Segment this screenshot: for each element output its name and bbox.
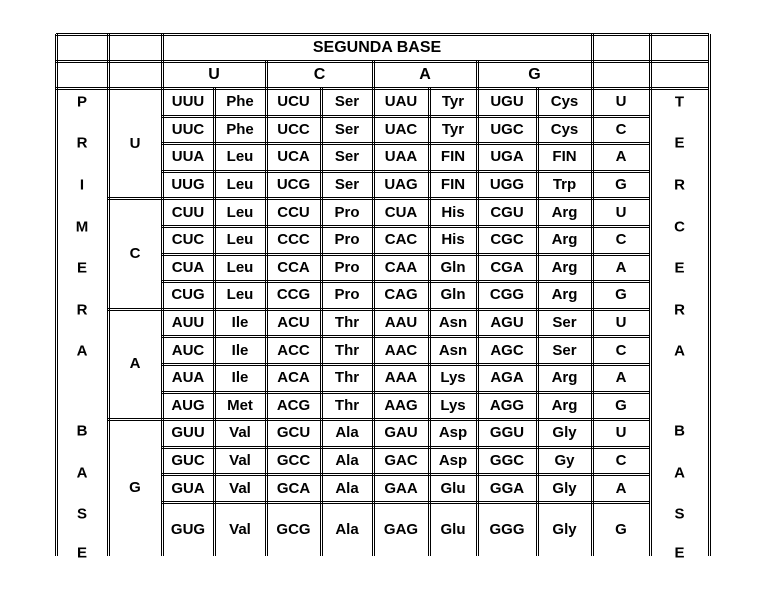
amino-acid-cell: Thr [334,369,360,387]
amino-acid-cell: Glu [440,479,466,497]
third-base-cell: G [615,396,627,414]
codon-cell: ACU [277,314,310,332]
amino-acid-cell: Tyr [441,93,465,111]
amino-acid-cell: Ser [552,341,577,359]
tercera-base-letter: R [674,301,685,319]
third-base-cell: G [615,520,627,538]
amino-acid-cell: Ala [335,479,359,497]
codon-cell: GCC [276,452,311,470]
codon-cell: UGA [490,148,524,166]
second-base-label: U [208,65,220,83]
amino-acid-cell: Leu [226,231,254,249]
amino-acid-cell: Leu [226,258,254,276]
codon-cell: GAA [384,479,418,497]
codon-cell: AUA [171,369,205,387]
amino-acid-cell: Ile [231,341,249,359]
amino-acid-cell: Arg [551,396,578,414]
primera-base-letter: P [76,93,88,111]
tercera-base-letter: C [674,218,685,236]
primera-base-letter: A [76,342,88,360]
codon-cell: CUA [171,258,205,276]
grid-vline [55,34,58,556]
codon-cell: CAG [384,286,418,304]
amino-acid-cell: Gly [552,520,577,538]
amino-acid-cell: Ala [335,424,359,442]
codon-cell: AGA [490,369,524,387]
third-base-cell: A [615,369,627,387]
codon-cell: UUG [171,176,205,194]
amino-acid-cell: Ala [335,520,359,538]
amino-acid-cell: Pro [334,258,360,276]
third-base-cell: A [615,148,627,166]
codon-cell: GGC [489,452,525,470]
codon-cell: UCC [277,120,310,138]
first-base-label: U [129,134,141,152]
segunda-base-header: SEGUNDA BASE [312,38,442,56]
primera-base-letter: E [76,259,88,277]
amino-acid-cell: Gly [552,479,577,497]
amino-acid-cell: Cys [550,93,579,111]
amino-acid-cell: Gy [554,452,575,470]
codon-cell: GUU [171,424,205,442]
amino-acid-cell: FIN [552,148,577,166]
amino-acid-cell: Leu [226,286,254,304]
tercera-base-letter: E [674,134,685,152]
amino-acid-cell: Val [229,520,251,538]
codon-cell: GUC [171,452,205,470]
codon-cell: CCC [277,231,310,249]
codon-cell: GUG [170,520,206,538]
codon-cell: CUU [171,203,205,221]
primera-base-letter: S [76,505,88,523]
amino-acid-cell: Trp [552,176,577,194]
amino-acid-cell: Thr [334,314,360,332]
amino-acid-cell: Arg [551,369,578,387]
second-base-label: A [419,65,431,83]
codon-cell: UCA [277,148,310,166]
amino-acid-cell: Pro [334,286,360,304]
codon-cell: UGU [490,93,524,111]
third-base-cell: U [615,203,627,221]
amino-acid-cell: Phe [226,120,254,138]
codon-cell: GGU [489,424,525,442]
amino-acid-cell: Arg [551,286,578,304]
codon-cell: GAG [383,520,419,538]
third-base-cell: C [615,452,627,470]
tercera-base-letter: E [674,544,685,562]
codon-cell: AUG [171,396,205,414]
amino-acid-cell: FIN [440,148,466,166]
amino-acid-cell: Cys [550,120,579,138]
codon-cell: CUC [171,231,205,249]
tercera-base-letter: B [674,422,685,440]
primera-base-letter: A [76,464,88,482]
codon-cell: GCG [276,520,311,538]
codon-cell: UAA [384,148,418,166]
codon-cell: UGC [490,120,524,138]
codon-cell: UUU [171,93,205,111]
amino-acid-cell: Asn [438,314,468,332]
codon-cell: AAA [384,369,418,387]
amino-acid-cell: Ile [231,314,249,332]
second-base-label: G [528,65,541,83]
amino-acid-cell: Thr [334,341,360,359]
primera-base-letter: E [76,544,88,562]
codon-cell: CGC [490,231,524,249]
third-base-cell: G [615,286,627,304]
first-base-label: G [129,479,141,497]
third-base-cell: C [615,231,627,249]
amino-acid-cell: Pro [334,231,360,249]
codon-cell: GCU [276,424,311,442]
amino-acid-cell: Tyr [441,120,465,138]
codon-cell: GAU [384,424,418,442]
codon-cell: CAC [384,231,418,249]
amino-acid-cell: Ala [335,452,359,470]
amino-acid-cell: Met [227,396,253,414]
amino-acid-cell: Glu [440,520,466,538]
grid-vline [708,34,711,556]
codon-cell: GGA [489,479,525,497]
codon-cell: CGG [489,286,525,304]
amino-acid-cell: Arg [551,258,578,276]
codon-cell: AUU [171,314,205,332]
codon-cell: AGC [490,341,524,359]
codon-cell: GGG [489,520,525,538]
first-base-label: C [129,245,141,263]
primera-base-letter: B [76,422,88,440]
codon-cell: ACC [277,341,310,359]
third-base-cell: A [615,479,627,497]
codon-cell: AAC [384,341,418,359]
amino-acid-cell: Ser [334,176,360,194]
codon-cell: CUA [384,203,418,221]
codon-cell: UAG [384,176,418,194]
amino-acid-cell: Val [229,452,251,470]
primera-base-letter: I [79,176,85,194]
amino-acid-cell: Ser [334,148,360,166]
first-base-label: A [129,355,141,373]
codon-cell: GUA [171,479,205,497]
amino-acid-cell: Asn [438,341,468,359]
tercera-base-letter: R [674,176,685,194]
amino-acid-cell: Gly [552,424,577,442]
primera-base-letter: R [76,301,88,319]
amino-acid-cell: His [441,203,465,221]
second-base-label: C [313,65,326,83]
amino-acid-cell: Val [229,479,251,497]
tercera-base-letter: A [674,342,685,360]
amino-acid-cell: Val [229,424,251,442]
codon-cell: UUC [171,120,205,138]
amino-acid-cell: Lys [440,369,466,387]
amino-acid-cell: Asp [438,452,468,470]
amino-acid-cell: FIN [440,176,466,194]
amino-acid-cell: Leu [226,148,254,166]
codon-cell: UGG [489,176,525,194]
codon-cell: UCG [276,176,311,194]
amino-acid-cell: Phe [226,93,254,111]
codon-cell: UAU [384,93,418,111]
codon-cell: CGU [490,203,524,221]
codon-cell: AAU [384,314,418,332]
codon-cell: UAC [384,120,418,138]
third-base-cell: A [615,258,627,276]
third-base-cell: C [615,341,627,359]
codon-cell: CCG [276,286,311,304]
codon-cell: ACG [276,396,311,414]
codon-cell: AGU [490,314,524,332]
codon-cell: CCA [277,258,310,276]
codon-cell: ACA [277,369,310,387]
codon-cell: AUC [171,341,205,359]
amino-acid-cell: Pro [334,203,360,221]
amino-acid-cell: Leu [226,203,254,221]
tercera-base-letter: A [674,464,685,482]
tercera-base-letter: T [674,93,685,111]
primera-base-letter: M [75,218,89,236]
third-base-cell: U [615,424,627,442]
amino-acid-cell: Arg [551,203,578,221]
amino-acid-cell: Arg [551,231,578,249]
third-base-cell: U [615,93,627,111]
codon-cell: AGG [489,396,525,414]
amino-acid-cell: His [441,231,465,249]
codon-cell: GCA [276,479,311,497]
tercera-base-letter: E [674,259,685,277]
amino-acid-cell: Ser [334,93,360,111]
codon-cell: CAA [384,258,418,276]
third-base-cell: G [615,176,627,194]
amino-acid-cell: Ile [231,369,249,387]
amino-acid-cell: Ser [552,314,577,332]
codon-cell: GAC [384,452,418,470]
amino-acid-cell: Lys [440,396,466,414]
third-base-cell: U [615,314,627,332]
amino-acid-cell: Thr [334,396,360,414]
tercera-base-letter: S [674,505,685,523]
amino-acid-cell: Ser [334,120,360,138]
codon-cell: AAG [384,396,418,414]
codon-cell: UCU [277,93,310,111]
amino-acid-cell: Gln [440,258,466,276]
amino-acid-cell: Gln [440,286,466,304]
codon-cell: UUA [171,148,205,166]
primera-base-letter: R [76,134,88,152]
third-base-cell: C [615,120,627,138]
amino-acid-cell: Leu [226,176,254,194]
codon-cell: CCU [277,203,310,221]
codon-cell: CGA [490,258,524,276]
codon-cell: CUG [171,286,205,304]
amino-acid-cell: Asp [438,424,468,442]
